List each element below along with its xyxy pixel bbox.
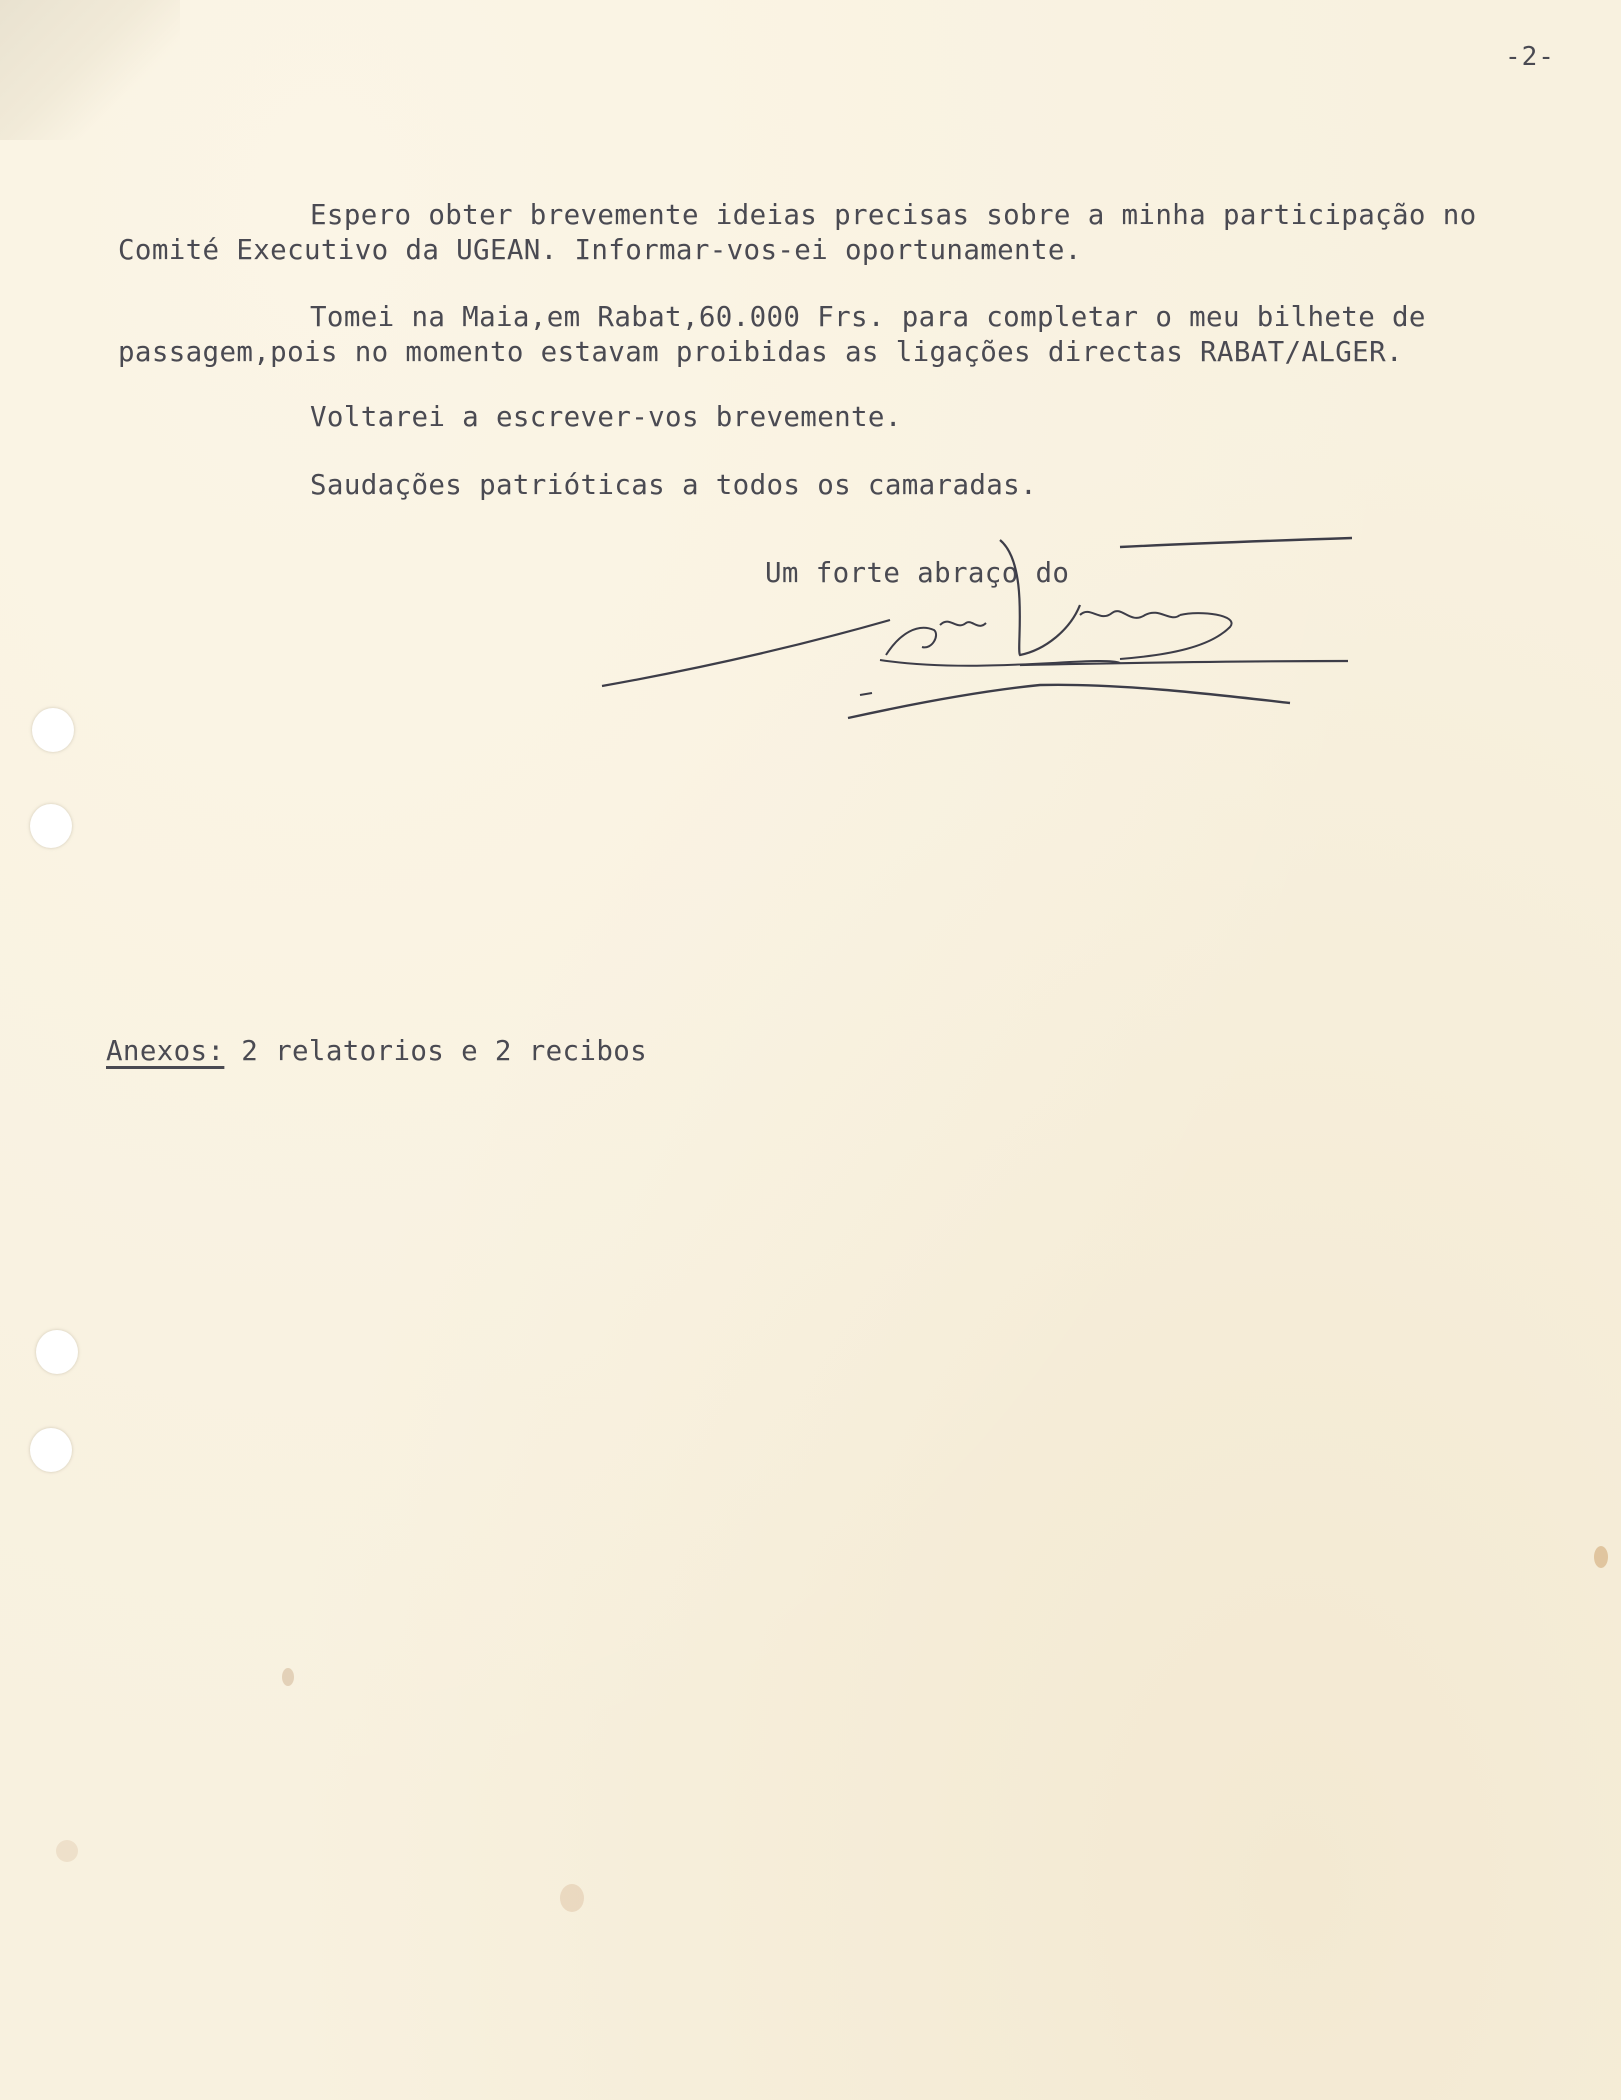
paragraph-4: Saudações patrióticas a todos os camaradas. <box>310 469 1037 501</box>
paragraph-1-line-1: Espero obter brevemente ideias precisas sobre a minha participação no <box>310 199 1477 231</box>
attachments <box>106 1035 647 1067</box>
attachments-text: 2 relatorios e 2 recibos <box>241 1035 648 1067</box>
punch-hole-3 <box>36 1330 78 1374</box>
page-number: -2- <box>1505 42 1555 72</box>
paper-stain <box>282 1668 294 1686</box>
paper-stain <box>560 1884 584 1912</box>
paper-stain <box>56 1840 78 1862</box>
paragraph-1-line-2: Comité Executivo da UGEAN. Informar-vos-ei oportunamente. <box>118 234 1082 266</box>
paragraph-3: Voltarei a escrever-vos brevemente. <box>310 401 902 433</box>
punch-hole-1 <box>32 708 74 752</box>
attachments-label: Anexos: <box>106 1035 225 1067</box>
punch-hole-4 <box>30 1428 72 1472</box>
paper-stain <box>1594 1546 1608 1568</box>
closing-line: Um forte abraço do <box>765 557 1070 589</box>
signature <box>600 535 1360 735</box>
paragraph-2-line-1: Tomei na Maia,em Rabat,60.000 Frs. para completar o meu bilhete de <box>310 301 1426 333</box>
folded-corner <box>0 0 180 140</box>
paragraph-2-line-2: passagem,pois no momento estavam proibidas as ligações directas RABAT/ALGER. <box>118 336 1403 368</box>
punch-hole-2 <box>30 804 72 848</box>
